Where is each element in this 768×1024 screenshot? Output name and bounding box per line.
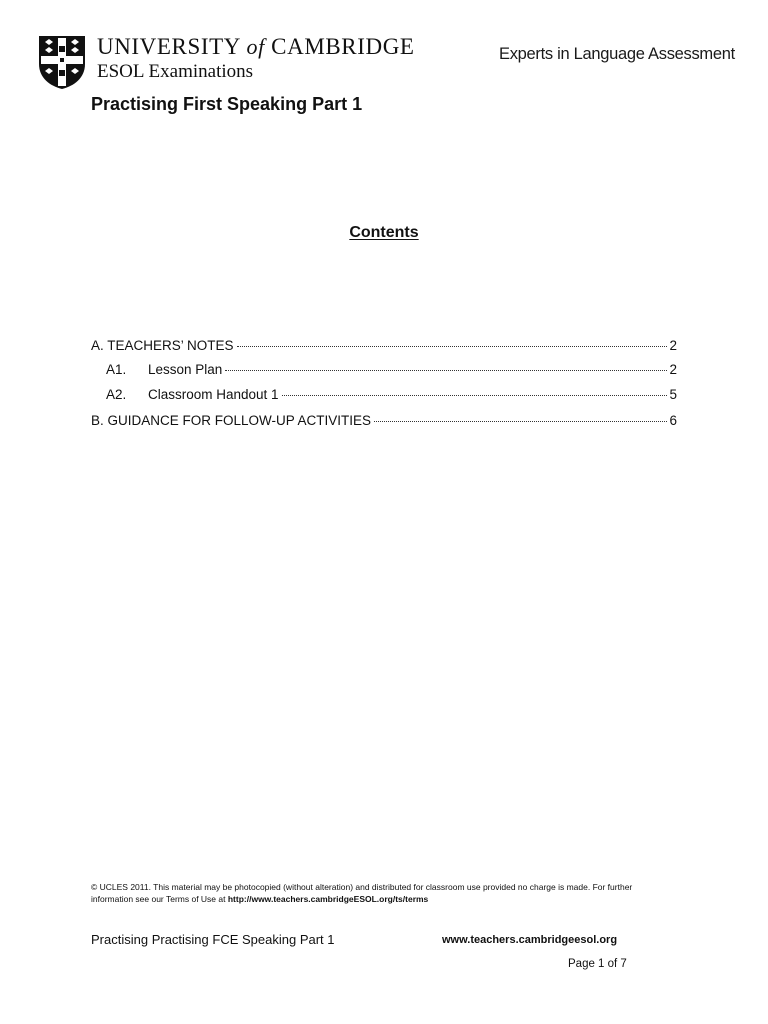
header-tagline: Experts in Language Assessment bbox=[499, 45, 735, 63]
toc-entry-guidance[interactable] bbox=[91, 413, 677, 431]
toc-number: A1. bbox=[106, 362, 127, 377]
document-title: Practising First Speaking Part 1 bbox=[91, 94, 363, 114]
toc-label: A. TEACHERS’ NOTES bbox=[91, 338, 234, 353]
toc-entry-classroom-handout[interactable] bbox=[106, 387, 677, 405]
cambridge-crest-icon bbox=[37, 34, 87, 90]
university-name: UNIVERSITY of CAMBRIDGE bbox=[97, 34, 415, 59]
copyright-line-1: © UCLES 2011. This material may be photocopied (without alteration) and distributed for classroom use provided no charge is made. For further bbox=[91, 882, 633, 892]
toc-leader bbox=[282, 395, 668, 396]
toc-label: Lesson Plan bbox=[148, 362, 223, 377]
toc-leader bbox=[225, 370, 667, 371]
toc-entry-teachers-notes[interactable] bbox=[91, 338, 677, 356]
toc-label: B. GUIDANCE FOR FOLLOW-UP ACTIVITIES bbox=[91, 413, 372, 428]
toc-entry-lesson-plan[interactable] bbox=[106, 362, 677, 380]
page-number: Page 1 of 7 bbox=[568, 958, 627, 970]
toc-page-number: 5 bbox=[669, 387, 677, 402]
toc-label: Classroom Handout 1 bbox=[148, 387, 279, 402]
footer-document-name: Practising Practising FCE Speaking Part 1 bbox=[91, 932, 335, 947]
contents-heading: Contents bbox=[349, 224, 419, 241]
footer-website-link[interactable]: www.teachers.cambridgeesol.org bbox=[442, 934, 618, 946]
terms-link[interactable]: http://www.teachers.cambridgeESOL.org/ts/terms bbox=[227, 894, 429, 904]
toc-leader bbox=[374, 421, 667, 422]
toc-leader bbox=[237, 346, 668, 347]
toc-page-number: 2 bbox=[669, 362, 677, 377]
toc-page-number: 6 bbox=[669, 413, 677, 428]
toc-page-number: 2 bbox=[669, 338, 677, 353]
copyright-line-2: information see our Terms of Use at http://www.teachers.cambridgeESOL.org/ts/terms bbox=[91, 894, 429, 904]
toc-number: A2. bbox=[106, 387, 127, 402]
copyright-notice bbox=[91, 881, 681, 905]
esol-subtitle: ESOL Examinations bbox=[97, 61, 254, 82]
